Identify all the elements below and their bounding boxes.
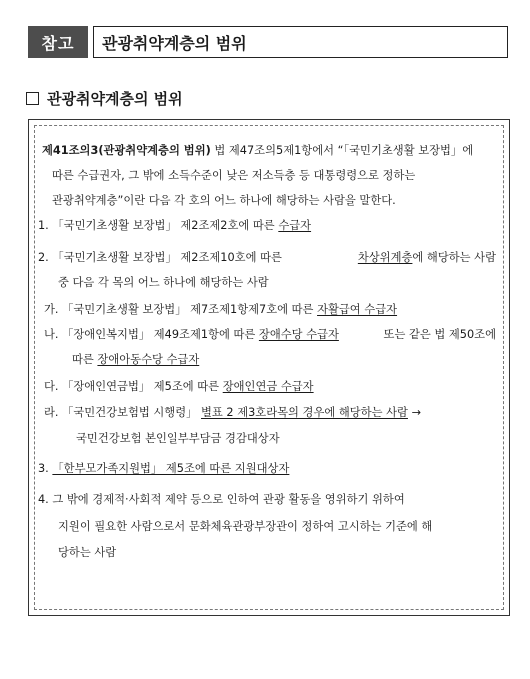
item-1-text: 1. 「국민기초생활 보장법」 제2조제2호에 따른 xyxy=(38,219,275,232)
item-ra-text: 라. 「국민건강보험법 시행령」 xyxy=(44,406,198,419)
item-na-text: 나. 「장애인복지법」 제49조제1항에 따른 xyxy=(44,328,256,341)
item-da xyxy=(44,380,314,394)
item-4-cont-1: 지원이 필요한 사람으로서 문화체육관광부장관이 정하여 고시하는 기준에 해 xyxy=(58,520,433,533)
item-3-underlined: 「한부모가족지원법」 제5조에 따른 지원대상자 xyxy=(52,462,290,475)
header-bar xyxy=(28,26,508,58)
section-heading xyxy=(26,88,183,109)
reference-tag: 참고 xyxy=(28,26,88,58)
item-4-cont-2: 당하는 사람 xyxy=(58,546,117,559)
item-ga xyxy=(44,303,397,317)
section-heading-label: 관광취약계층의 범위 xyxy=(47,90,183,108)
item-4: 4. 그 밖에 경제적·사회적 제약 등으로 인하여 관광 활동을 영위하기 위하여 xyxy=(38,493,405,506)
item-ga-text: 가. 「국민기초생활 보장법」 제7조제1항제7호에 따른 xyxy=(44,303,314,316)
item-na-cont-underlined: 장애아동수당 수급자 xyxy=(97,353,200,366)
item-ra xyxy=(44,406,421,420)
item-ra-cont: 국민건강보험 본인일부부담금 경감대상자 xyxy=(76,432,280,445)
item-ga-underlined: 자활급여 수급자 xyxy=(317,303,398,316)
item-da-underlined: 장애인연금 수급자 xyxy=(222,380,314,393)
checkbox-icon xyxy=(26,92,39,105)
item-na-cont-text: 따른 xyxy=(72,353,94,366)
article-line-1 xyxy=(42,144,473,158)
item-1 xyxy=(38,219,311,233)
item-1-underlined: 수급자 xyxy=(278,219,312,232)
item-na-cont xyxy=(72,353,199,367)
article-line-1-text: 법 제47조의5제1항에서 “「국민기초생활 보장법」에 xyxy=(214,144,474,157)
item-ra-underlined: 별표 2 제3호라목의 경우에 해당하는 사람 xyxy=(201,406,408,419)
item-na-underlined: 장애수당 수급자 xyxy=(258,328,339,341)
page-title: 관광취약계층의 범위 xyxy=(93,26,508,58)
item-na-text-post: 또는 같은 법 제50조에 xyxy=(383,328,496,341)
item-2-cont: 중 다음 각 목의 어느 하나에 해당하는 사람 xyxy=(58,276,269,289)
item-da-text: 다. 「장애인연금법」 제5조에 따른 xyxy=(44,380,220,393)
arrow-right-icon: → xyxy=(411,406,422,419)
article-line-2: 따른 수급권자, 그 밖에 소득수준이 낮은 저소득층 등 대통령령으로 정하는 xyxy=(52,169,416,182)
item-2 xyxy=(38,251,496,265)
article-line-3: 관광취약계층”이란 다음 각 호의 어느 하나에 해당하는 사람을 말한다. xyxy=(52,194,396,207)
article-title: 제41조의3(관광취약계층의 범위) xyxy=(42,144,211,157)
item-3 xyxy=(38,462,289,476)
item-na xyxy=(44,328,496,342)
item-2-text-post: 에 해당하는 사람 xyxy=(412,251,496,264)
item-3-number: 3. xyxy=(38,462,49,475)
item-2-text: 2. 「국민기초생활 보장법」 제2조제10호에 따른 xyxy=(38,251,282,264)
item-2-underlined: 차상위계층 xyxy=(357,251,413,264)
